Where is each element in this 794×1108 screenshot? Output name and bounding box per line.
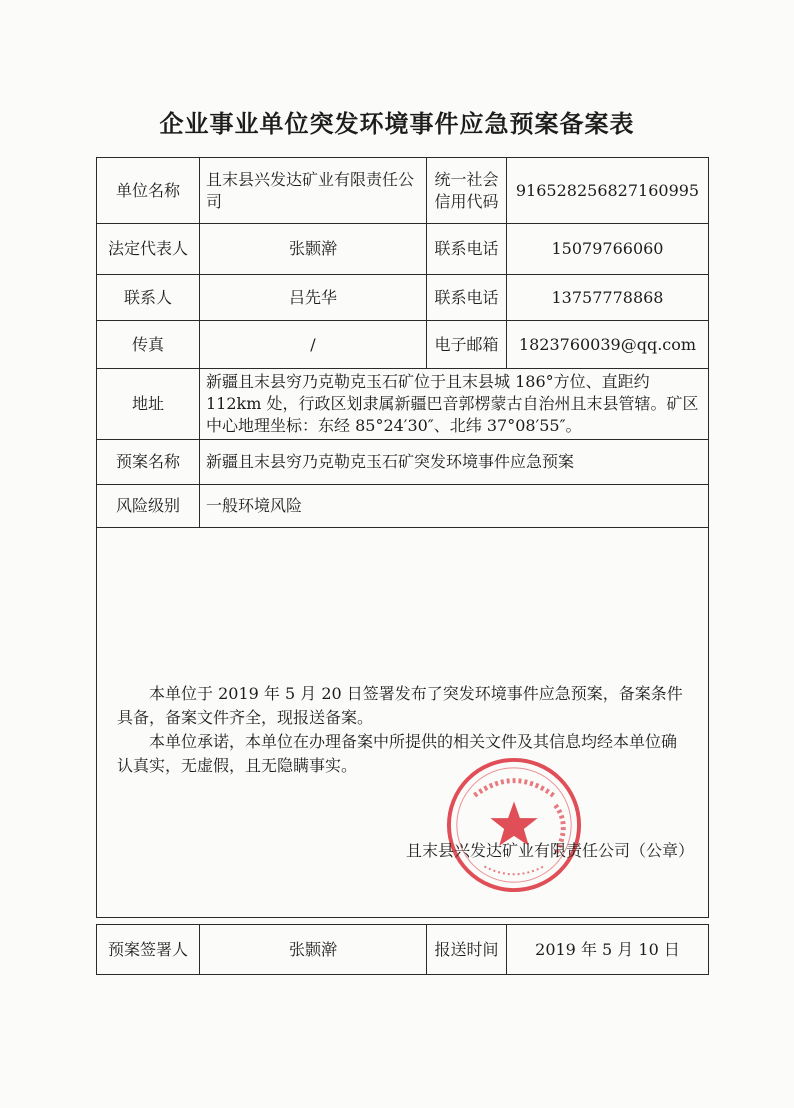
plan-name-value: 新疆且末县穷乃克勒克玉石矿突发环境事件应急预案 — [200, 440, 709, 485]
company-seal — [445, 756, 583, 894]
fax-label: 传真 — [97, 321, 200, 369]
legal-rep-label: 法定代表人 — [97, 224, 200, 275]
table-row — [97, 321, 709, 369]
fax-value: / — [200, 321, 427, 369]
signature-table — [96, 924, 709, 975]
phone2-label: 联系电话 — [427, 275, 507, 321]
legal-rep-value: 张颢澣 — [200, 224, 427, 275]
unit-name-value: 且末县兴发达矿业有限责任公司 — [200, 158, 427, 224]
declaration-paragraph: 本单位于 2019 年 5 月 20 日签署发布了突发环境事件应急预案，备案条件具备，备案文件齐全，现报送备案。 — [117, 683, 683, 727]
plan-name-label: 预案名称 — [97, 440, 200, 485]
table-row — [97, 224, 709, 275]
table-row — [97, 440, 709, 485]
email-label: 电子邮箱 — [427, 321, 507, 369]
record-table — [96, 157, 709, 918]
table-row — [97, 275, 709, 321]
risk-label: 风险级别 — [97, 485, 200, 528]
email-value: 1823760039@qq.com — [507, 321, 709, 369]
submit-time-value: 2019 年 5 月 10 日 — [507, 925, 709, 975]
unit-name-label: 单位名称 — [97, 158, 200, 224]
declaration-text — [103, 668, 702, 778]
phone2-value: 13757778868 — [507, 275, 709, 321]
risk-value: 一般环境风险 — [200, 485, 709, 528]
credit-code-label: 统一社会信用代码 — [427, 158, 507, 224]
table-row — [97, 369, 709, 440]
signer-with-seal: 且末县兴发达矿业有限责任公司（公章） — [405, 841, 694, 860]
phone1-value: 15079766060 — [507, 224, 709, 275]
form-title: 企业事业单位突发环境事件应急预案备案表 — [159, 110, 635, 138]
table-row — [97, 528, 709, 918]
address-label: 地址 — [97, 369, 200, 440]
contact-label: 联系人 — [97, 275, 200, 321]
credit-code-value: 916528256827160995 — [507, 158, 709, 224]
address-value: 新疆且末县穷乃克勒克玉石矿位于且末县城 186°方位、直距约 112km 处，行政区划隶属新疆巴音郭楞蒙古自治州且末县管辖。矿区中心地理坐标：东经 85°24′30″、北纬 37°08′55″。 — [200, 369, 709, 440]
plan-signer-value: 张颢澣 — [200, 925, 427, 975]
phone1-label: 联系电话 — [427, 224, 507, 275]
declaration-paragraph: 本单位承诺，本单位在办理备案中所提供的相关文件及其信息均经本单位确认真实，无虚假，且无隐瞒事实。 — [117, 731, 678, 775]
declaration-cell — [97, 528, 709, 918]
table-row — [97, 485, 709, 528]
submit-time-label: 报送时间 — [427, 925, 507, 975]
table-row — [97, 925, 709, 975]
contact-value: 吕先华 — [200, 275, 427, 321]
plan-signer-label: 预案签署人 — [97, 925, 200, 975]
table-row — [97, 158, 709, 224]
